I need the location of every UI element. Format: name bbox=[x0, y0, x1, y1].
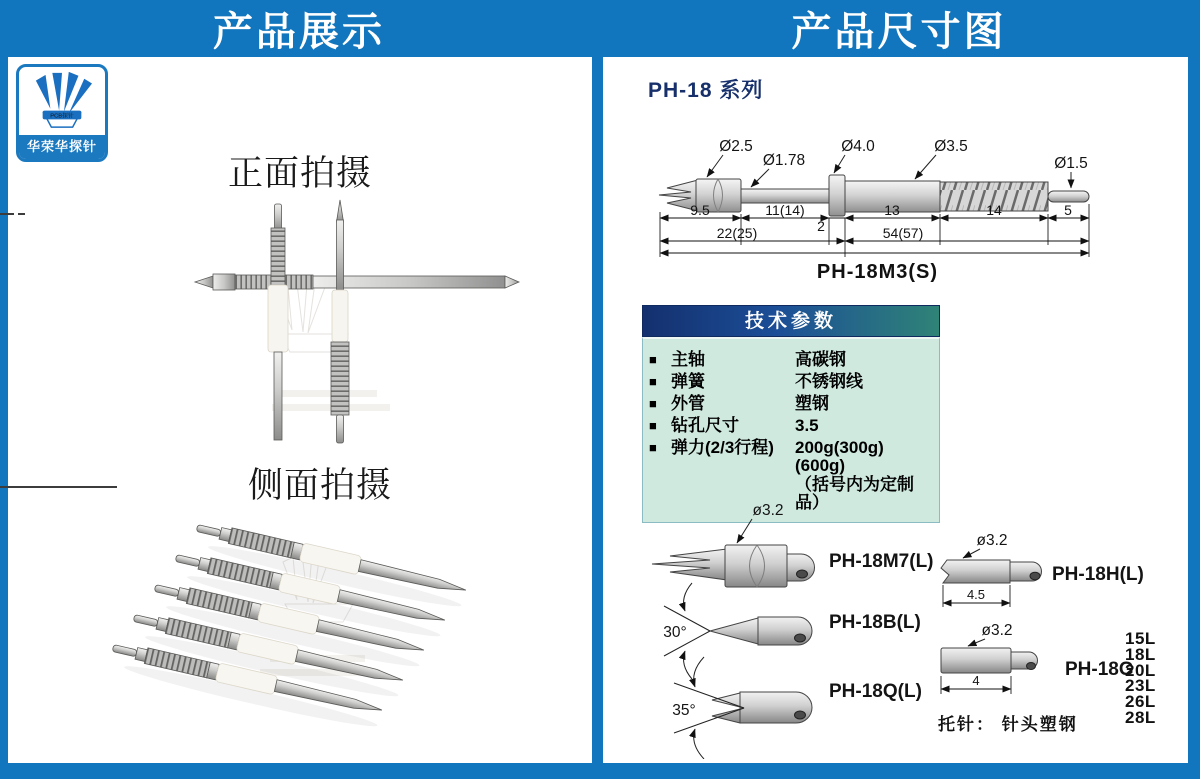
tip-h-dia: ø3.2 bbox=[976, 532, 1008, 549]
dim-total-2: 54(57) bbox=[882, 225, 924, 241]
photo-artifact-line bbox=[0, 486, 117, 488]
logo-text: 华荣华探针 bbox=[19, 135, 105, 159]
frame-left-border bbox=[0, 57, 8, 763]
right-panel-header bbox=[598, 0, 1200, 57]
model-label: PH-18M3(S) bbox=[816, 261, 939, 283]
tech-param-row bbox=[649, 439, 931, 475]
param-label: 弹力(2/3行程) bbox=[671, 438, 774, 457]
param-value: 不锈钢线 bbox=[795, 372, 863, 391]
dim-dia-tip: Ø2.5 bbox=[719, 138, 753, 155]
tip-g-dia: ø3.2 bbox=[981, 622, 1013, 639]
frame-bottom-bar bbox=[0, 763, 1200, 779]
photo-artifact-dash bbox=[18, 213, 25, 215]
tech-param-row bbox=[649, 351, 931, 369]
tip-g-drawing bbox=[941, 648, 1038, 673]
tech-params-box bbox=[642, 305, 940, 523]
param-label: 外管 bbox=[671, 394, 705, 413]
param-value: 3.5 bbox=[795, 416, 819, 435]
tip-g-length: 4 bbox=[972, 673, 980, 688]
dim-seg-4: 13 bbox=[884, 202, 900, 218]
tip-m7-label: PH-18M7(L) bbox=[829, 551, 934, 572]
bullet-icon: ■ bbox=[649, 396, 657, 411]
tech-param-row bbox=[649, 395, 931, 413]
tip-q-label: PH-18Q(L) bbox=[829, 681, 922, 702]
dim-seg-6: 5 bbox=[1064, 202, 1072, 218]
side-photo-illustration bbox=[55, 500, 575, 762]
side-photo-caption: 侧面拍摄 bbox=[247, 466, 392, 505]
tip-g-sizes-list bbox=[1125, 631, 1156, 726]
bullet-icon: ■ bbox=[649, 374, 657, 389]
bullet-icon: ■ bbox=[649, 352, 657, 367]
size-option: 23L bbox=[1125, 676, 1156, 696]
dim-seg-5: 14 bbox=[986, 202, 1002, 218]
param-label: 钻孔尺寸 bbox=[671, 416, 739, 435]
tip-h-drawing bbox=[941, 560, 1042, 583]
tech-params-title: 技术参数 bbox=[642, 305, 940, 337]
bullet-icon: ■ bbox=[649, 440, 657, 455]
dim-dia-flange: Ø4.0 bbox=[841, 138, 875, 155]
tip-h-length: 4.5 bbox=[966, 587, 986, 602]
probe-outline bbox=[659, 175, 1089, 216]
tech-param-row bbox=[649, 373, 931, 391]
right-header-title: 产品尺寸图 bbox=[791, 10, 1007, 54]
dim-seg-1: 9.5 bbox=[690, 202, 710, 218]
tip-q-drawing bbox=[712, 692, 812, 723]
front-photo-caption: 正面拍摄 bbox=[227, 154, 372, 193]
left-header-title: 产品展示 bbox=[213, 10, 385, 54]
tip-h-label: PH-18H(L) bbox=[1052, 564, 1144, 585]
tech-params-body bbox=[642, 337, 940, 523]
dim-seg-2: 11(14) bbox=[765, 202, 805, 218]
tech-param-row bbox=[649, 417, 931, 435]
probe-vertical-2 bbox=[331, 200, 349, 443]
dim-row-totals bbox=[660, 241, 1089, 253]
tip-b-angle: 30° bbox=[663, 624, 687, 641]
left-panel-header bbox=[0, 0, 598, 57]
dim-seg-3: 2 bbox=[817, 218, 825, 234]
size-option: 18L bbox=[1125, 644, 1156, 664]
bullet-icon: ■ bbox=[649, 418, 657, 433]
dim-dia-shaft: Ø1.78 bbox=[762, 152, 806, 169]
size-option: 20L bbox=[1125, 660, 1156, 680]
frame-right-border bbox=[1188, 57, 1200, 763]
tip-g-label: PH-18G bbox=[1065, 659, 1134, 680]
param-note: （括号内为定制品） bbox=[795, 475, 914, 512]
size-option: 28L bbox=[1125, 707, 1156, 727]
tip-m7-dia: ø3.2 bbox=[752, 502, 784, 519]
dim-dia-tail: Ø1.5 bbox=[1054, 155, 1088, 172]
plunger-material-note: 托针： 针头塑钢 bbox=[938, 715, 1078, 734]
param-label: 主轴 bbox=[671, 350, 705, 369]
tip-b-label: PH-18B(L) bbox=[829, 612, 921, 633]
param-label: 弹簧 bbox=[671, 372, 705, 391]
tip-styles-left-diagrams bbox=[640, 497, 935, 759]
param-value: 高碳钢 bbox=[795, 350, 846, 369]
panel-divider bbox=[592, 57, 603, 763]
series-title: PH-18 系列 bbox=[648, 79, 764, 102]
size-option: 26L bbox=[1125, 692, 1156, 712]
dim-dia-barrel: Ø3.5 bbox=[934, 138, 968, 155]
size-option: 15L bbox=[1125, 629, 1156, 648]
logo-subtext: PCB探针 bbox=[50, 113, 74, 120]
tip-b-drawing bbox=[710, 617, 812, 645]
tip-q-angle: 35° bbox=[672, 702, 696, 719]
brand-crown-icon bbox=[20, 70, 104, 130]
front-photo-illustration bbox=[100, 190, 520, 465]
param-value: 200g(300g)(600g) bbox=[795, 438, 884, 475]
param-value: 塑钢 bbox=[795, 394, 829, 413]
photo-artifact-dash bbox=[0, 213, 14, 215]
dim-total-1: 22(25) bbox=[716, 225, 758, 241]
tip-m7-drawing bbox=[652, 545, 815, 587]
probe-horizontal bbox=[195, 274, 519, 290]
